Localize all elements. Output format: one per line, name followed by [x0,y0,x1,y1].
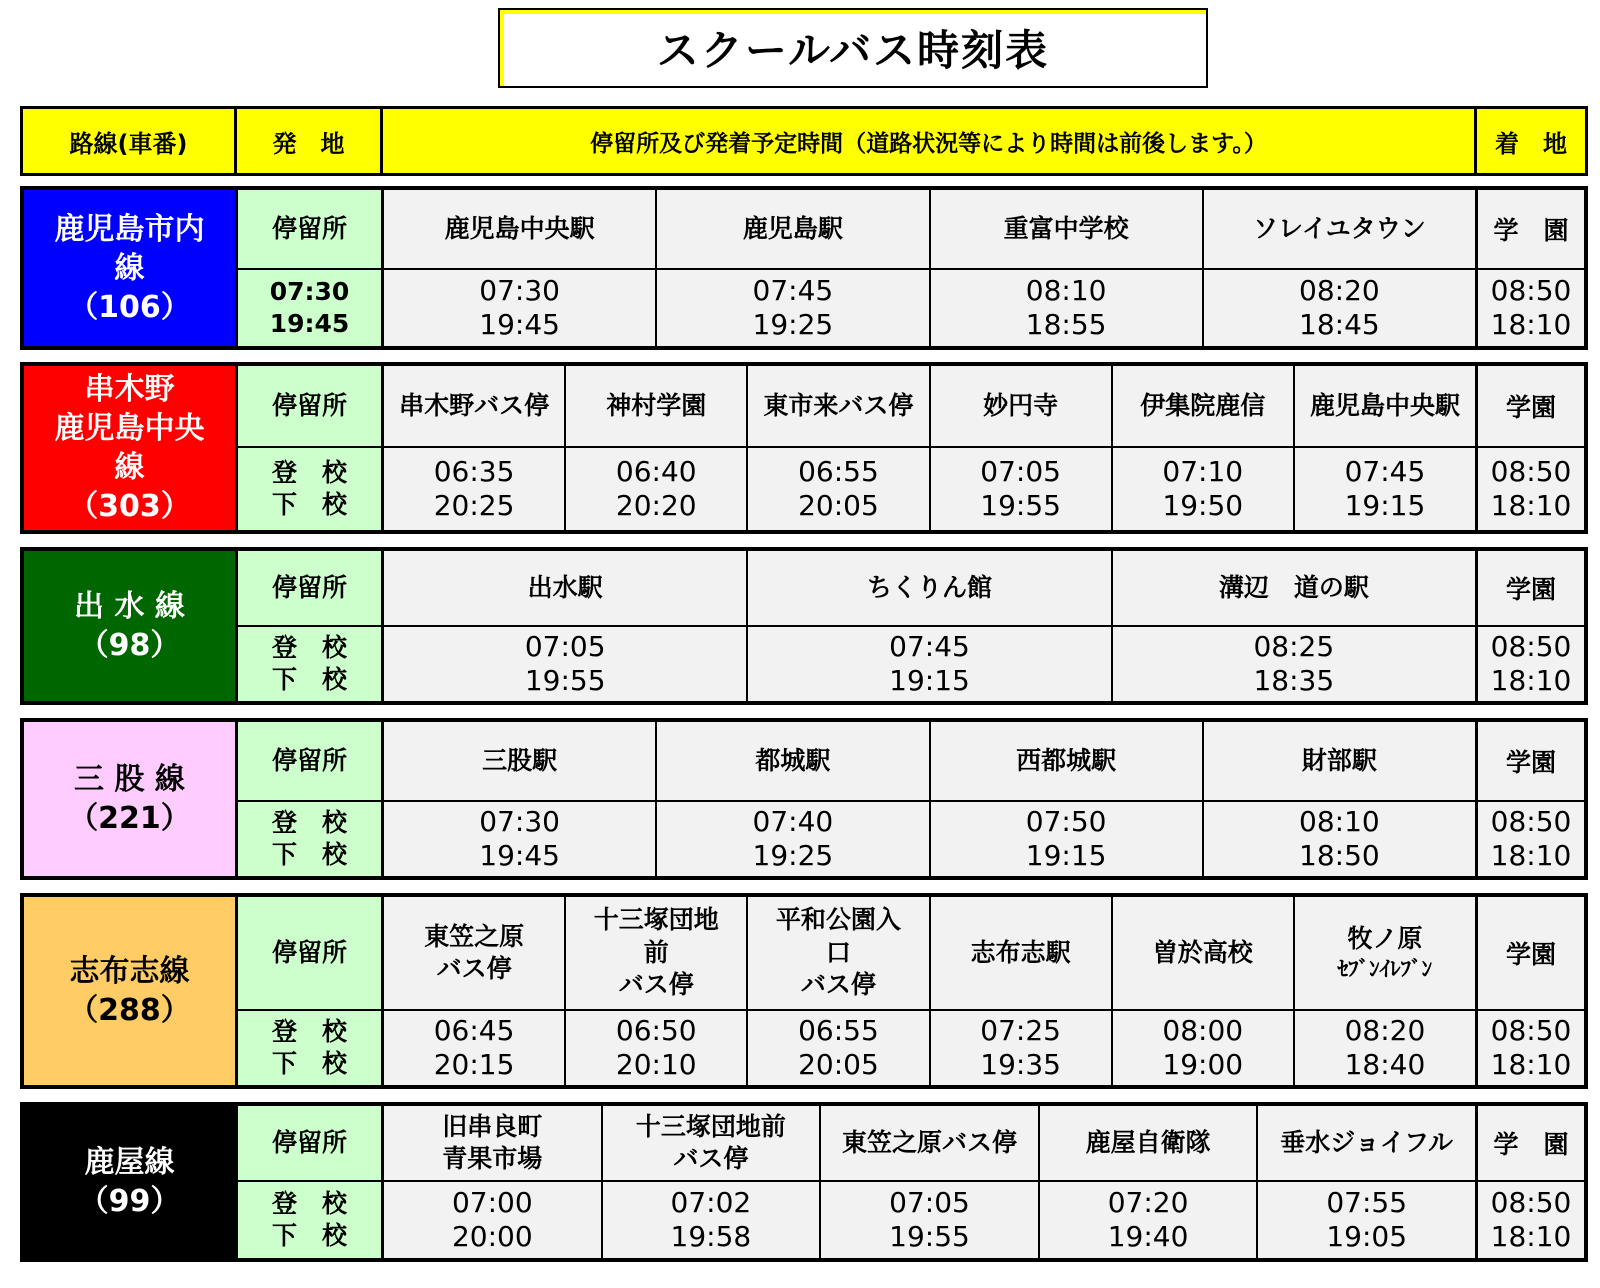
arrival-time: 07:02 [670,1186,752,1220]
destination-times [1478,270,1584,346]
stop-times [603,1182,820,1258]
stops-group [384,722,1478,876]
stop-name-line: 鹿児島中央駅 [1309,390,1460,420]
stop-cell [1040,1106,1259,1258]
arrival-time: 06:45 [433,1014,515,1048]
departure-time: 20:25 [433,489,515,522]
page-title: スクールバス時刻表 [498,8,1208,88]
stop-name-line: 三股駅 [482,745,558,775]
departure-time: 20:00 [451,1220,533,1253]
stop-name [1204,722,1475,802]
route-name-line: 串木野 [84,372,175,407]
route-name-line: （106） [68,289,191,325]
departure-time: 18:10 [1490,839,1572,872]
stop-name [1258,1106,1475,1182]
departure-time: 18:45 [1299,308,1380,341]
stop-name-line: 鹿屋自衛隊 [1085,1127,1211,1157]
stop-cell [931,190,1204,346]
header-stops: 停留所及び発着予定時間（道路状況等により時間は前後します。） [383,109,1477,173]
time-label [238,627,381,701]
stop-times [1040,1182,1257,1258]
stop-cell [1295,366,1475,530]
arrival-time: 08:50 [1490,805,1572,839]
arrival-time: 07:30 [479,805,560,839]
stop-name [931,722,1202,802]
time-label-line: 登 校 [271,1188,347,1218]
stop-label: 停留所 [238,1106,381,1182]
arrival-time: 08:50 [1490,1186,1572,1220]
table-header [20,106,1588,176]
route-name-line: 鹿屋線 [84,1145,175,1180]
label-column [238,551,384,701]
stop-name [748,897,928,1011]
stop-name [821,1106,1038,1182]
stop-cell [931,366,1113,530]
departure-time: 19:35 [980,1048,1061,1081]
stop-cell [821,1106,1040,1258]
route-name-line: 志布志線 [69,954,190,989]
destination-cell [1478,551,1584,701]
arrival-time: 08:20 [1299,274,1380,308]
stop-cell [1113,551,1475,701]
stop-cell [748,366,930,530]
departure-time: 20:20 [615,489,697,522]
stop-times [1258,1182,1475,1258]
route-name-line: 三 股 線 [74,762,185,797]
stop-name-line: バス停 [436,954,512,983]
departure-time: 18:55 [1025,308,1107,341]
destination-name: 学園 [1478,366,1584,448]
stop-cell [603,1106,822,1258]
arrival-time: 07:30 [479,274,560,308]
arrival-time: 07:10 [1162,455,1244,489]
stop-times [931,1011,1111,1085]
stop-times [1295,448,1475,530]
stop-label: 停留所 [238,897,381,1011]
stop-times [821,1182,1038,1258]
stop-name-line: 東笠之原 [424,921,525,951]
time-label-line: 登 校 [271,457,347,487]
departure-time: 19:15 [1344,489,1426,522]
arrival-time: 07:40 [752,805,834,839]
stop-cell [657,722,930,876]
stop-cell [566,897,748,1085]
stop-name-line: 平和公園入 [775,905,901,935]
destination-cell [1478,190,1584,346]
stop-cell [384,366,566,530]
arrival-time: 07:45 [752,274,834,308]
header-origin: 発 地 [237,109,383,173]
stop-cell [748,551,1112,701]
destination-name: 学 園 [1478,1106,1584,1182]
stop-times [657,270,928,346]
stop-name-line: 旧串良町 [442,1111,543,1141]
route-name [24,190,238,346]
stop-cell [1204,190,1475,346]
arrival-time: 06:35 [433,455,515,489]
route-row [20,718,1588,880]
route-name-line: （99） [78,1184,181,1219]
arrival-time: 07:45 [1344,455,1426,489]
departure-time: 19:55 [889,1220,970,1253]
route-name-line: （288） [68,993,191,1028]
stop-name-line: 志布志駅 [970,937,1071,967]
stop-name-line: ソレイユタウン [1252,213,1426,243]
stop-times [931,270,1202,346]
time-label [238,802,381,876]
departure-time: 19:05 [1326,1220,1408,1253]
stops-group [384,190,1478,346]
stop-cell [384,722,657,876]
stop-label: 停留所 [238,551,381,627]
time-label [238,1011,381,1085]
stop-cell [1113,366,1295,530]
arrival-time: 08:50 [1490,455,1572,489]
stop-name [1295,366,1475,448]
stop-name [1204,190,1475,270]
route-name-line: 出 水 線 [74,589,185,624]
departure-time: 19:50 [1162,489,1244,522]
stop-cell [1295,897,1475,1085]
route-row [20,893,1588,1089]
arrival-time: 08:10 [1299,805,1380,839]
arrival-time: 07:50 [1025,805,1107,839]
stop-name [1113,551,1475,627]
stops-group [384,1106,1478,1258]
stop-times [748,448,928,530]
stop-name [748,551,1110,627]
departure-time: 18:10 [1490,1048,1572,1081]
time-label-line: 登 校 [271,807,347,837]
stop-name-line: 曽於高校 [1152,937,1253,967]
stop-name [748,366,928,448]
stop-name [384,897,564,1011]
label-column [238,366,384,530]
time-label-line: 登 校 [271,1016,347,1046]
arrival-time: 06:55 [798,1014,879,1048]
departure-time: 19:45 [479,308,560,341]
stop-cell [657,190,930,346]
destination-name: 学園 [1478,722,1584,802]
route-row [20,547,1588,705]
stop-times [384,270,655,346]
route-name-line: 線 [114,250,145,286]
destination-times [1478,448,1584,530]
departure-time: 18:10 [1490,489,1572,522]
departure-time: 20:05 [798,489,879,522]
route-name-line: 鹿児島中央 [54,411,205,446]
header-destination: 着 地 [1495,129,1567,158]
stop-name [657,722,928,802]
departure-time: 19:40 [1107,1220,1189,1253]
stops-group [384,551,1478,701]
stop-name [384,551,746,627]
stop-cell [384,551,748,701]
arrival-time: 07:20 [1107,1186,1189,1220]
stop-times [1295,1011,1475,1085]
stop-name-line: 十三塚団地前 [635,1111,786,1141]
stop-name-line: 伊集院鹿信 [1140,390,1266,420]
arrival-time: 08:10 [1025,274,1107,308]
departure-time: 20:10 [615,1048,697,1081]
destination-cell [1478,897,1584,1085]
time-label-line: 下 校 [271,665,347,694]
stop-name-line: 都城駅 [755,745,831,775]
route-row [20,1102,1588,1262]
departure-time: 19:15 [1025,839,1107,872]
departure-time: 18:10 [1490,308,1572,341]
departure-time: 19:58 [670,1220,752,1253]
stop-name [566,897,746,1011]
arrival-time: 08:00 [1162,1014,1244,1048]
label-column [238,897,384,1085]
stop-label: 停留所 [238,722,381,802]
stop-name-line: 前 [643,937,669,967]
stop-name-line: 溝辺 道の駅 [1218,572,1369,602]
stop-name-line: 串木野バス停 [399,390,550,420]
stop-name-line: 口 [825,937,851,967]
stop-cell [931,897,1113,1085]
departure-time: 19:00 [1162,1048,1244,1081]
arrival-time: 08:25 [1253,630,1335,664]
departure-time: 18:35 [1253,664,1335,697]
label-column [238,1106,384,1258]
stop-times [566,448,746,530]
destination-cell [1478,722,1584,876]
stop-times [1113,627,1475,701]
destination-name: 学園 [1478,897,1584,1011]
stop-name [931,190,1202,270]
route-name-line: 鹿児島市内 [54,211,205,247]
stop-name-line: 財部駅 [1301,745,1377,775]
stop-name [384,722,655,802]
time-label-line: 登 校 [271,632,347,662]
stop-name-line: バス停 [673,1144,749,1173]
stop-name-line: 鹿児島駅 [742,213,843,243]
stop-label: 停留所 [238,190,381,270]
stop-times [384,1011,564,1085]
stops-group [384,366,1478,530]
stop-name [1040,1106,1257,1182]
stop-name-line: 東笠之原バス停 [841,1127,1017,1157]
time-label-line: 07:30 [269,276,350,306]
stop-times [566,1011,746,1085]
stop-name-line: バス停 [800,970,876,1000]
departure-time: 19:45 [479,839,560,872]
stop-label: 停留所 [238,366,381,448]
stop-times [384,627,746,701]
stop-name-line: 鹿児島中央駅 [444,213,595,243]
route-name-line: （98） [78,628,181,663]
stops-group [384,897,1478,1085]
stop-times [931,448,1111,530]
route-name [24,366,238,530]
stop-name-line: 神村学園 [606,390,707,420]
stop-name-line: 東市来バス停 [763,390,914,420]
route-name [24,897,238,1085]
stop-times [748,627,1110,701]
arrival-time: 07:05 [980,455,1061,489]
stop-name-line: 牧ノ原 [1347,924,1423,954]
stop-name [1113,366,1293,448]
stop-name [931,897,1111,1011]
departure-time: 20:15 [433,1048,515,1081]
stop-times [657,802,928,876]
route-name-line: （221） [68,801,191,836]
stop-name-line: 重富中学校 [1003,213,1129,243]
stop-name [1295,897,1475,1011]
stop-cell [931,722,1204,876]
stop-name-line: 垂水ジョイフル [1280,1127,1454,1157]
route-row [20,186,1588,350]
destination-name: 学 園 [1478,190,1584,270]
stop-name [657,190,928,270]
stop-times [931,802,1202,876]
departure-time: 18:40 [1344,1048,1426,1081]
time-label [238,1182,381,1258]
arrival-time: 08:50 [1490,630,1572,664]
stop-name [384,190,655,270]
stop-times [1113,1011,1293,1085]
departure-time: 19:25 [752,308,834,341]
route-name-line: 線 [114,450,145,485]
destination-name: 学園 [1478,551,1584,627]
route-name [24,551,238,701]
departure-time: 18:10 [1490,664,1572,697]
arrival-time: 08:20 [1344,1014,1426,1048]
time-label-line: 下 校 [271,1049,347,1078]
departure-time: 19:25 [752,839,834,872]
arrival-time: 07:05 [889,1186,970,1220]
arrival-time: 08:50 [1490,1014,1572,1048]
destination-cell [1478,1106,1584,1258]
stop-cell [384,190,657,346]
time-label-line: 下 校 [271,490,347,519]
stop-cell [748,897,930,1085]
time-label [238,270,381,346]
destination-times [1478,1182,1584,1258]
departure-time: 19:15 [889,664,970,697]
stop-name [384,366,564,448]
stop-name [384,1106,601,1182]
stop-name-line: 十三塚団地 [593,905,719,935]
stop-times [384,448,564,530]
time-label-line: 下 校 [271,840,347,869]
stop-name [931,366,1111,448]
time-label-line: 19:45 [269,309,350,338]
arrival-time: 06:55 [798,455,879,489]
departure-time: 19:55 [980,489,1061,522]
stop-times [384,802,655,876]
destination-times [1478,627,1584,701]
arrival-time: 06:40 [615,455,697,489]
stop-times [1204,270,1475,346]
stop-times [748,1011,928,1085]
departure-time: 19:55 [524,664,606,697]
arrival-time: 07:00 [451,1186,533,1220]
route-name [24,1106,238,1258]
stop-cell [1113,897,1295,1085]
stop-cell [384,1106,603,1258]
label-column [238,190,384,346]
departure-time: 18:10 [1490,1220,1572,1253]
route-row [20,362,1588,534]
destination-cell [1478,366,1584,530]
time-label [238,448,381,530]
stop-name [1113,897,1293,1011]
stop-times [1113,448,1293,530]
arrival-time: 07:45 [889,630,970,664]
stop-name-line: 青果市場 [442,1144,543,1173]
destination-times [1478,1011,1584,1085]
arrival-time: 07:05 [524,630,606,664]
stop-cell [1204,722,1475,876]
arrival-time: 07:55 [1326,1186,1408,1220]
stop-name-line: 西都城駅 [1016,745,1117,775]
destination-times [1478,802,1584,876]
arrival-time: 07:25 [980,1014,1061,1048]
stop-name-line: 妙円寺 [983,390,1059,420]
departure-time: 18:50 [1299,839,1380,872]
header-route: 路線(車番) [23,109,237,173]
arrival-time: 08:50 [1490,274,1572,308]
stop-name-line: ｾﾌﾞﾝｲﾚﾌﾞﾝ [1337,956,1433,981]
stop-times [1204,802,1475,876]
stop-times [384,1182,601,1258]
departure-time: 20:05 [798,1048,879,1081]
stop-name-line: バス停 [618,970,694,1000]
time-label-line: 下 校 [271,1221,347,1250]
stop-cell [1258,1106,1475,1258]
stop-name [603,1106,820,1182]
route-name-line: （303） [68,489,191,524]
stop-name-line: ちくりん館 [866,572,992,602]
stop-cell [384,897,566,1085]
arrival-time: 06:50 [615,1014,697,1048]
label-column [238,722,384,876]
stop-name-line: 出水駅 [527,572,603,602]
stop-cell [566,366,748,530]
stop-name [566,366,746,448]
route-name [24,722,238,876]
